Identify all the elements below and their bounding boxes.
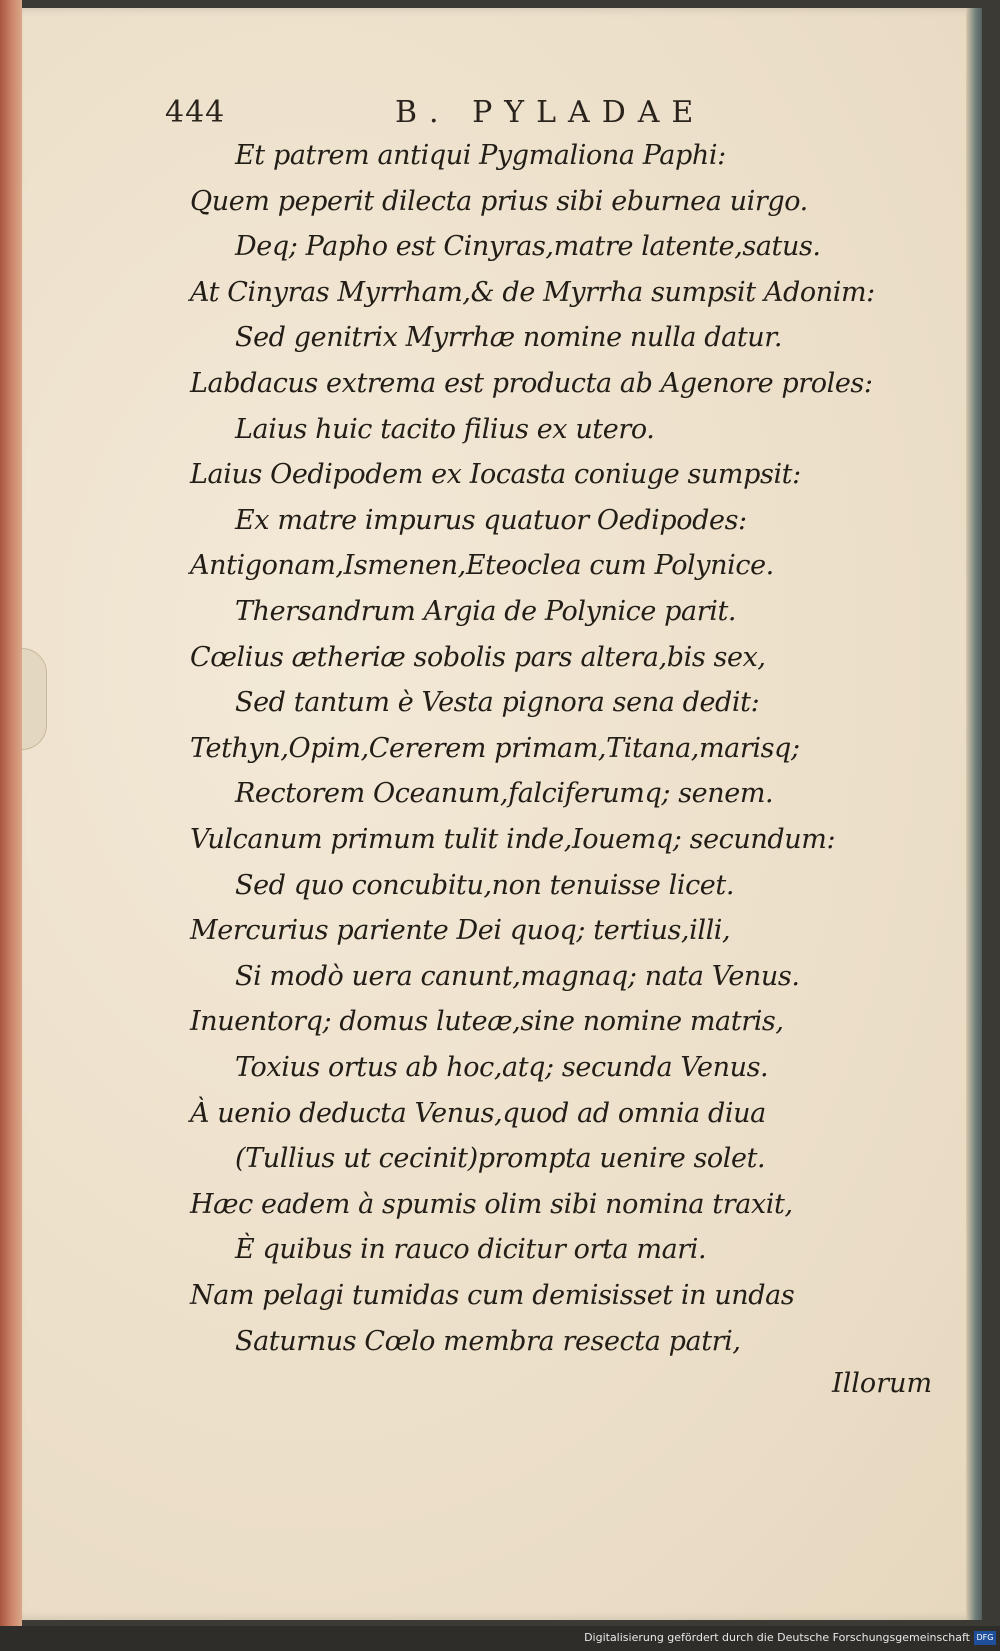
page-header bbox=[165, 95, 725, 135]
verse-line: Deq; Papho est Cinyras,matre latente,satus. bbox=[235, 231, 821, 263]
verse-line: (Tullius ut cecinit)prompta uenire solet. bbox=[235, 1143, 766, 1175]
verse-line: Mercurius pariente Dei quoq; tertius,illi, bbox=[190, 915, 731, 947]
book-gutter bbox=[966, 8, 982, 1620]
verse-line: Saturnus Cœlo membra resecta patri, bbox=[235, 1325, 741, 1357]
digitization-footer bbox=[0, 1626, 1000, 1651]
verse-line: È quibus in rauco dicitur orta mari. bbox=[235, 1234, 707, 1266]
dfg-logo: DFG bbox=[974, 1631, 996, 1645]
verse-line: Thersandrum Argia de Polynice parit. bbox=[235, 596, 737, 627]
verse-line: Nam pelagi tumidas cum demisisset in undas bbox=[190, 1280, 795, 1311]
page-clip-mark bbox=[22, 648, 47, 750]
catchword: Illorum bbox=[832, 1368, 933, 1399]
verse-line: Et patrem antiqui Pygmaliona Paphi: bbox=[235, 140, 726, 171]
verse-line: Vulcanum primum tulit inde,Iouemq; secundum: bbox=[190, 824, 836, 855]
verse-line: Sed quo concubitu,non tenuisse licet. bbox=[235, 869, 735, 901]
verse-line: Tethyn,Opim,Cererem primam,Titana,marisq; bbox=[190, 732, 800, 764]
verse-line: Sed genitrix Myrrhæ nomine nulla datur. bbox=[235, 322, 782, 354]
verse-line: À uenio deducta Venus,quod ad omnia diua bbox=[190, 1097, 766, 1129]
verse-line: Si modò uera canunt,magnaq; nata Venus. bbox=[235, 960, 800, 992]
verse-line: Hæc eadem à spumis olim sibi nomina traxit, bbox=[190, 1188, 793, 1220]
page-edge bbox=[0, 0, 22, 1651]
verse-line: Sed tantum è Vesta pignora sena dedit: bbox=[235, 687, 760, 719]
verse-line: Quem peperit dilecta prius sibi eburnea uirgo. bbox=[190, 185, 808, 217]
verse-line: Toxius ortus ab hoc,atq; secunda Venus. bbox=[235, 1052, 769, 1083]
verse-line: Ex matre impurus quatuor Oedipodes: bbox=[235, 504, 747, 536]
verse-line: Labdacus extrema est producta ab Agenore proles: bbox=[190, 368, 873, 399]
verse-line: Cœlius ætheriæ sobolis pars altera,bis sex, bbox=[190, 641, 766, 673]
verse-line: Antigonam,Ismenen,Eteoclea cum Polynice. bbox=[190, 550, 774, 582]
verse-line: Rectorem Oceanum,falciferumq; senem. bbox=[235, 778, 774, 810]
page-number: 444 bbox=[165, 95, 226, 130]
verse-line: Laius huic tacito filius ex utero. bbox=[235, 413, 655, 445]
verse-line: Laius Oedipodem ex Iocasta coniuge sumpsit: bbox=[190, 459, 801, 491]
verse-line: At Cinyras Myrrham,& de Myrrha sumpsit Adonim: bbox=[190, 276, 875, 308]
footer-credit: Digitalisierung gefördert durch die Deutsche Forschungsgemeinschaft bbox=[584, 1631, 970, 1644]
verse-line: Inuentorq; domus luteæ,sine nomine matris, bbox=[190, 1006, 784, 1038]
running-title: B. PYLADAE bbox=[395, 95, 706, 130]
